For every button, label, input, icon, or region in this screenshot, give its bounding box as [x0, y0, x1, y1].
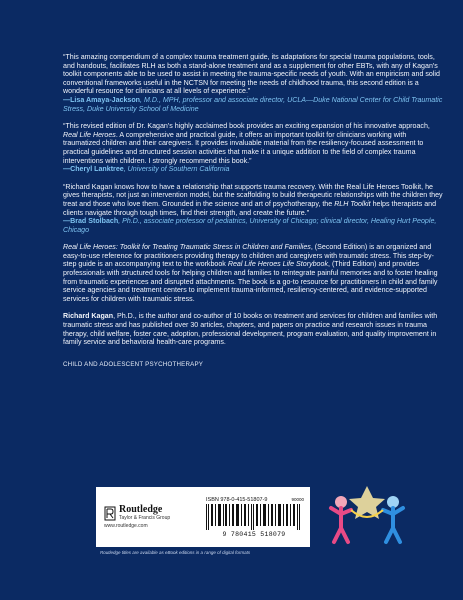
quote-3: [63, 183, 443, 235]
back-cover-content: [63, 53, 443, 369]
publisher-sub: Taylor & Francis Group: [119, 515, 171, 521]
book-description: [63, 243, 443, 303]
quote-1-text: “This amazing compendium of a complex trauma treatment guide, its adaptations for special trauma populations, tools, and handouts, facilitates RLH as both a stand-alone treatment and as a supplement for other EBTs, with any of Kagan's toolkit components able to be used to assist in meeting the trauma-specific needs of youth. With an empiricism and solid conventional frameworks useful in the NCTSN for meeting the needs of childhood trauma, this second edition is a wonderful resource for clinicians at all levels of experience.”: [63, 53, 440, 96]
quote-2-text-pre: “This revised edition of Dr. Kagan's highly acclaimed book provides an exciting expansion of his innovative approach,: [63, 122, 430, 131]
description-part-1: , (Second Edition) is an organized and easy-to-use reference for practitioners providing therapy to children and caregivers with traumatic stress. This step-by-step guide is an accompanying text to the workbook: [63, 243, 434, 269]
quote-2: [63, 122, 443, 174]
quote-2-name: —Cheryl Lanktree: [63, 165, 124, 174]
quote-2-attribution: [63, 165, 229, 173]
quote-1-name: —Lisa Amaya-Jackson: [63, 95, 141, 104]
publisher-name: Routledge: [119, 504, 163, 515]
barcode-area: [204, 487, 310, 547]
quote-3-name: —Brad Stolbach: [63, 217, 119, 226]
description-workbook: Real Life Heroes Life Storybook: [227, 260, 328, 269]
routledge-logo-icon: [104, 506, 116, 521]
publisher-logo: [104, 505, 204, 521]
quote-3-text-post: helps therapists and clients navigate through tough times, find their strength, and create the future.”: [63, 199, 437, 217]
publisher-logo-text: [119, 505, 170, 521]
barcode-image: [206, 504, 302, 530]
publisher-barcode-box: [96, 487, 310, 547]
publisher-website: www.routledge.com: [104, 523, 148, 529]
category-label: CHILD AND ADOLESCENT PSYCHOTHERAPY: [63, 360, 204, 368]
quote-3-text-italic: RLH Toolkit: [334, 199, 371, 208]
quote-2-role: , University of Southern California: [123, 165, 230, 174]
publisher-logo-area: [96, 487, 204, 547]
barcode-number: 9 780415 518079: [222, 530, 286, 538]
price-code: 90000: [291, 497, 304, 502]
quote-2-text-italic: Real Life Heroes: [63, 130, 116, 139]
child-figures-illustration-icon: [323, 484, 411, 546]
quote-3-role: , Ph.D., associate professor of pediatrics, University of Chicago; clinical director, Healing Hurt People, Chicago: [63, 217, 437, 234]
author-bio-text: , Ph.D., is the author and co-author of 10 books on treatment and services for children and families with traumatic stress and has published over 30 articles, chapters, and papers on practice and research issues in trauma therapy, child welfare, foster care, adoption, professional development, program evaluation, and quality improvement in family service and behavioral health-care programs.: [63, 312, 438, 347]
quote-3-attribution: [63, 217, 436, 234]
quote-1: [63, 53, 443, 113]
quote-1-role: , M.D., MPH, professor and associate director, UCLA—Duke National Center for Child Traumatic Stress, Duke University School of Medicine: [63, 95, 443, 113]
description-part-2: , (Third Edition) and provides professionals with structured tools for helping children and families to reintegrate painful memories and to foster healing from traumatic experiences and disrupted attachments. The book is a go-to resource for practitioners in child and family service agencies and treatment centers to implement trauma-informed, resiliency-centered, and evidence-supported services for children with traumatic stress.: [63, 260, 438, 303]
quote-2-text-post: . A comprehensive and practical guide, it offers an important toolkit for clinicians working with traumatized children and their caregivers. It provides invaluable material from the resiliency-focused assessment to practical guidelines and structured session activities that make it a unique addition to the field of complex trauma interventions with children. I strongly recommend this book.”: [63, 130, 424, 165]
isbn-text: ISBN 978-0-415-51807-9: [206, 496, 268, 503]
quote-3-text-pre: “Richard Kagan knows how to have a relationship that supports trauma recovery. With the Real Life Heroes Toolkit, he gives therapists, not just an intervention model, but the scaffolding to build therapeutic relationships with the children they treat and those who love them. Grounded in the science and art of psychotherapy, the: [63, 182, 443, 208]
ebook-availability-note: Routledge titles are available as eBook editions in a range of digital formats: [100, 550, 251, 555]
description-title: Real Life Heroes: Toolkit for Treating Traumatic Stress in Children and Families: [63, 243, 311, 252]
quote-1-attribution: [63, 96, 442, 113]
author-bio: [63, 312, 443, 346]
author-name: Richard Kagan: [63, 312, 114, 321]
